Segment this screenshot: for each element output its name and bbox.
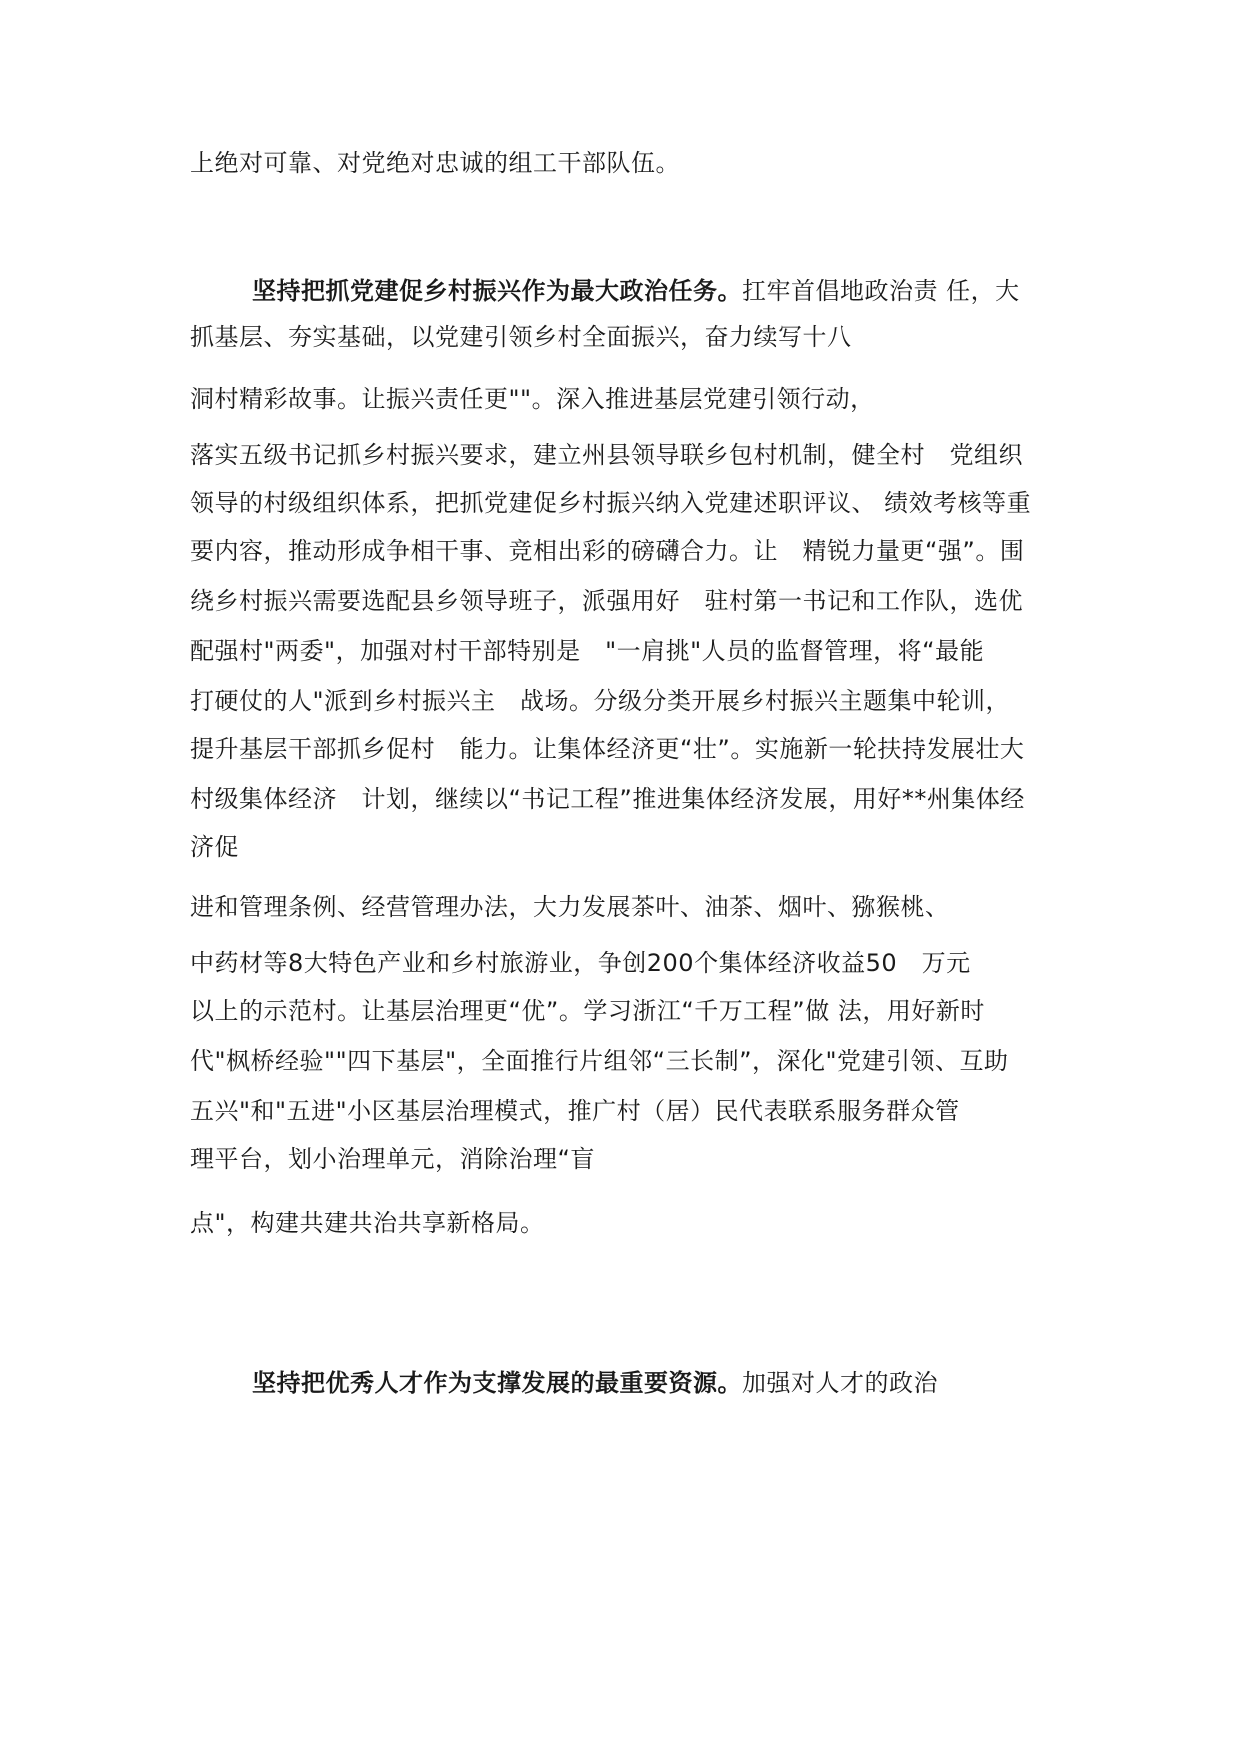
text-line: 以上的示范村。让基层治理更“优”。学习浙江“千万工程”做 法，用好新时	[190, 997, 985, 1025]
text-line: 村级集体经济 计划，继续以“书记工程”推进集体经济发展，用好**州集体经	[190, 785, 1025, 813]
section-heading: 坚持把优秀人才作为支撑发展的最重要资源。	[252, 1369, 742, 1397]
text-line: 代"枫桥经验""四下基层"，全面推行片组邻“三长制”，深化"党建引领、互助	[190, 1047, 1009, 1075]
text-line: 抓基层、夯实基础，以党建引领乡村全面振兴，奋力续写十八	[190, 323, 852, 351]
text-line: 配强村"两委"，加强对村干部特别是 "一肩挑"人员的监督管理，将“最能	[190, 637, 985, 665]
text-line: 五兴"和"五进"小区基层治理模式，推广村（居）民代表联系服务群众管	[190, 1097, 960, 1125]
text-line: 理平台，划小治理单元，消除治理“盲	[190, 1145, 595, 1173]
text-line: 打硬仗的人"派到乡村振兴主 战场。分级分类开展乡村振兴主题集中轮训，	[190, 687, 1011, 715]
section-heading-line: 坚持把优秀人才作为支撑发展的最重要资源。加强对人才的政治	[252, 1369, 938, 1397]
text-line: 落实五级书记抓乡村振兴要求，建立州县领导联乡包村机制，健全村 党组织	[190, 441, 1023, 469]
section-heading-line: 坚持把抓党建促乡村振兴作为最大政治任务。扛牢首倡地政治责 任，大	[252, 277, 1020, 305]
text-line: 济促	[190, 833, 239, 861]
text-line: 上绝对可靠、对党绝对忠诚的组工干部队伍。	[190, 149, 680, 177]
text-line: 点"，构建共建共治共享新格局。	[190, 1209, 545, 1237]
text-line: 进和管理条例、经营管理办法，大力发展茶叶、油茶、烟叶、猕猴桃、	[190, 893, 950, 921]
text-line: 领导的村级组织体系，把抓党建促乡村振兴纳入党建述职评议、 绩效考核等重	[190, 489, 1032, 517]
section-heading: 坚持把抓党建促乡村振兴作为最大政治任务。	[252, 277, 742, 305]
text-line: 绕乡村振兴需要选配县乡领导班子，派强用好 驻村第一书记和工作队，选优	[190, 587, 1023, 615]
text-line: 中药材等8大特色产业和乡村旅游业，争创200个集体经济收益50 万元	[190, 949, 971, 977]
text-line: 要内容，推动形成争相干事、竞相出彩的磅礴合力。让 精锐力量更“强”。围	[190, 537, 1025, 565]
text-line: 提升基层干部抓乡促村 能力。让集体经济更“壮”。实施新一轮扶持发展壮大	[190, 735, 1025, 763]
text-line: 洞村精彩故事。让振兴责任更""。深入推进基层党建引领行动，	[190, 385, 875, 413]
